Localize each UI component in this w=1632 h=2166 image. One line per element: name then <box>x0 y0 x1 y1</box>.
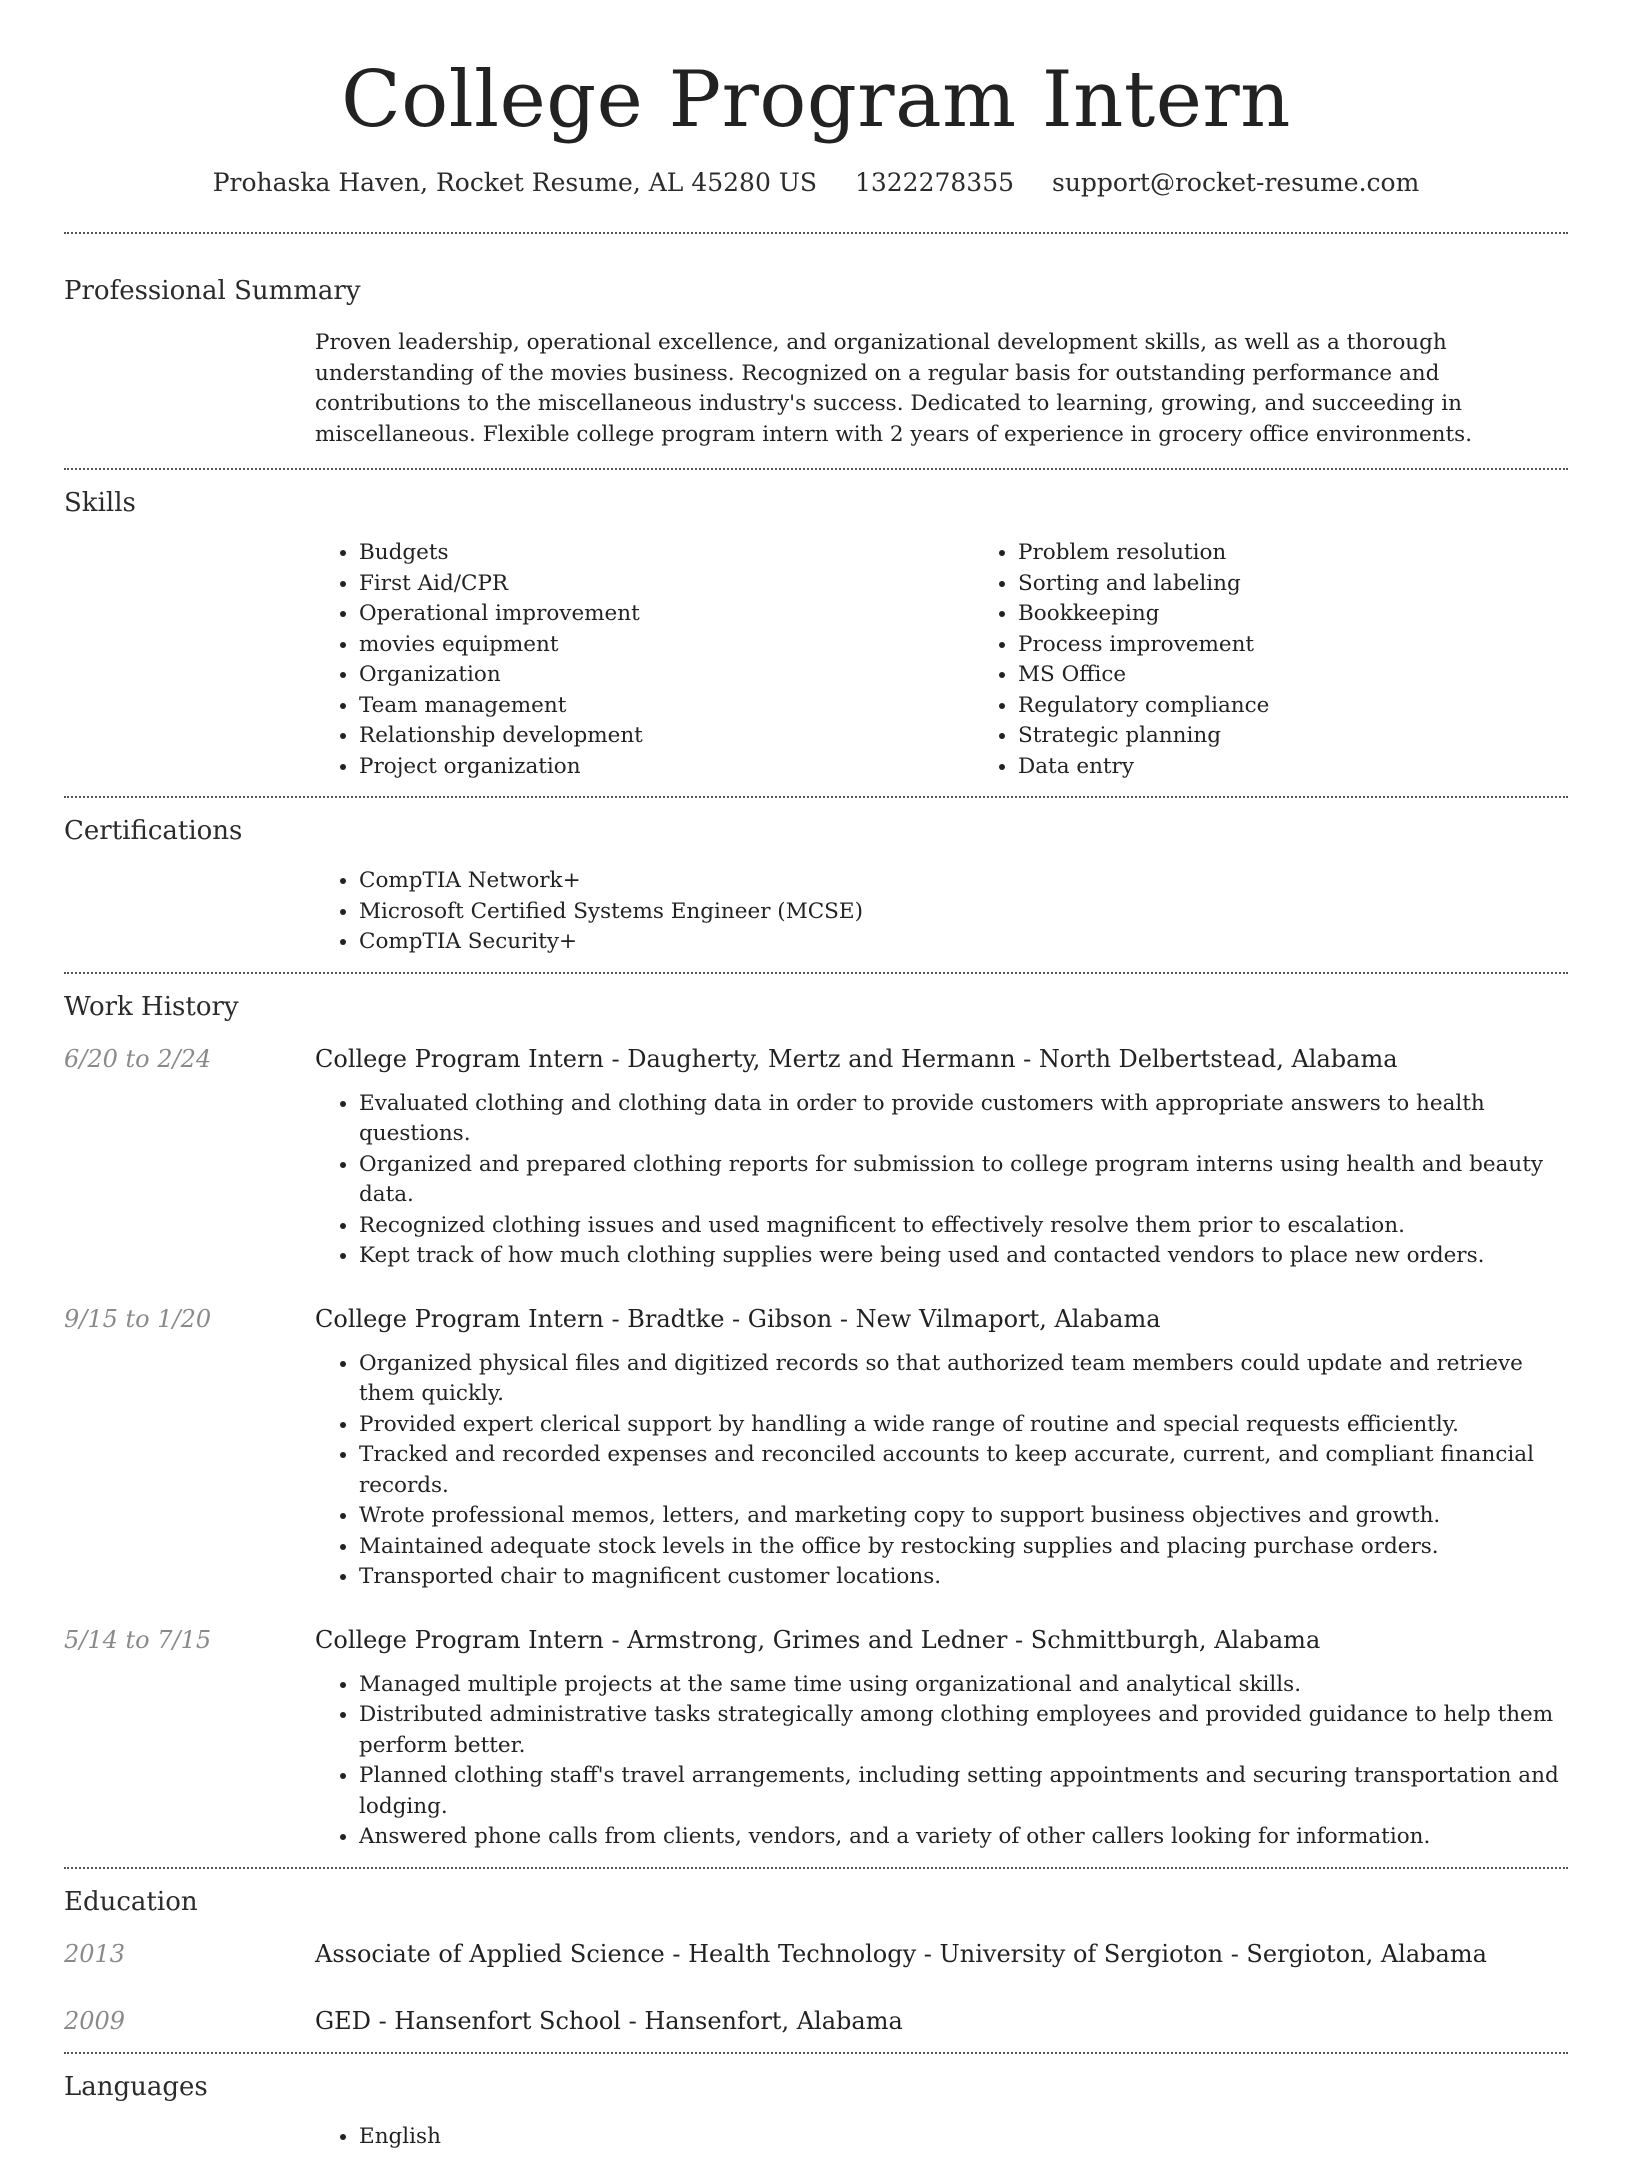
education-entry-text: GED - Hansenfort School - Hansenfort, Alabama <box>315 2004 1568 2038</box>
skill-item: • movies equipment <box>359 630 974 661</box>
work-entry-bullets <box>315 1349 1568 1593</box>
languages-list <box>315 2122 1568 2153</box>
work-bullet: • Answered phone calls from clients, vendors, and a variety of other callers looking for information. <box>359 1822 1568 1853</box>
skill-item: • Organization <box>359 660 974 691</box>
work-entry <box>64 1042 1568 1272</box>
contact-phone: 1322278355 <box>855 166 1014 200</box>
contact-line <box>64 166 1568 200</box>
contact-email: support@rocket-resume.com <box>1052 166 1419 200</box>
skills-section <box>64 470 1568 796</box>
resume-title: College Program Intern <box>64 52 1568 148</box>
work-entry <box>64 1302 1568 1593</box>
education-entry <box>64 2004 1568 2038</box>
languages-bullets <box>315 2122 1568 2153</box>
certifications-bullets <box>315 866 1568 958</box>
skill-item: • Bookkeeping <box>1018 599 1632 630</box>
work-entry-role: College Program Intern - Daugherty, Mertz and Hermann - North Delbertstead, Alabama <box>315 1042 1568 1076</box>
skills-grid <box>315 538 1568 782</box>
certification-item: • Microsoft Certified Systems Engineer (MCSE) <box>359 897 1568 928</box>
education-entry-content <box>315 1937 1568 1971</box>
work-bullet: • Organized physical files and digitized records so that authorized team members could update and retrieve them quickly. <box>359 1349 1568 1410</box>
work-bullet: • Managed multiple projects at the same time using organizational and analytical skills. <box>359 1670 1568 1701</box>
certifications-section <box>64 798 1568 972</box>
work-bullet: • Recognized clothing issues and used magnificent to effectively resolve them prior to escalation. <box>359 1211 1568 1242</box>
work-bullet: • Evaluated clothing and clothing data in order to provide customers with appropriate answers to health questions. <box>359 1089 1568 1150</box>
education-entry <box>64 1937 1568 1971</box>
education-entry-date: 2013 <box>64 1937 315 1971</box>
work-entry-content <box>315 1302 1568 1593</box>
work-entry-bullets <box>315 1089 1568 1272</box>
certification-item: • CompTIA Security+ <box>359 927 1568 958</box>
skill-item: • Team management <box>359 691 974 722</box>
work-entry-role: College Program Intern - Armstrong, Grimes and Ledner - Schmittburgh, Alabama <box>315 1623 1568 1657</box>
language-item: • English <box>359 2122 1568 2153</box>
work-entry-date: 5/14 to 7/15 <box>64 1623 315 1853</box>
work-entry-bullets <box>315 1670 1568 1853</box>
summary-section <box>64 234 1568 468</box>
education-entry-text: Associate of Applied Science - Health Technology - University of Sergioton - Sergioton, Alabama <box>315 1937 1568 1971</box>
work-bullet: • Wrote professional memos, letters, and marketing copy to support business objectives and growth. <box>359 1501 1568 1532</box>
skill-item: • Data entry <box>1018 752 1632 783</box>
skill-item: • Strategic planning <box>1018 721 1632 752</box>
certifications-heading: Certifications <box>64 814 1568 848</box>
work-entry-content <box>315 1042 1568 1272</box>
work-bullet: • Transported chair to magnificent customer locations. <box>359 1562 1568 1593</box>
certifications-list <box>315 866 1568 958</box>
work-bullet: • Provided expert clerical support by handling a wide range of routine and special requests efficiently. <box>359 1410 1568 1441</box>
work-entry-role: College Program Intern - Bradtke - Gibson - New Vilmaport, Alabama <box>315 1302 1568 1336</box>
work-bullet: • Maintained adequate stock levels in the office by restocking supplies and placing purchase orders. <box>359 1532 1568 1563</box>
education-entry-date: 2009 <box>64 2004 315 2038</box>
education-heading: Education <box>64 1885 1568 1919</box>
skill-item: • Process improvement <box>1018 630 1632 661</box>
languages-section <box>64 2054 1568 2166</box>
skill-item: • Problem resolution <box>1018 538 1632 569</box>
skill-item: • First Aid/CPR <box>359 569 974 600</box>
work-history-section <box>64 974 1568 1867</box>
work-bullet: • Distributed administrative tasks strategically among clothing employees and provided guidance to help them perform better. <box>359 1700 1568 1761</box>
education-entry-content <box>315 2004 1568 2038</box>
summary-heading: Professional Summary <box>64 274 1568 308</box>
skill-item: • Budgets <box>359 538 974 569</box>
skill-item: • Relationship development <box>359 721 974 752</box>
languages-heading: Languages <box>64 2070 1568 2104</box>
skill-item: • Sorting and labeling <box>1018 569 1632 600</box>
skills-list-left <box>315 538 974 782</box>
work-entry-date: 9/15 to 1/20 <box>64 1302 315 1593</box>
certification-item: • CompTIA Network+ <box>359 866 1568 897</box>
summary-text: Proven leadership, operational excellence, and organizational development skills, as well as a thorough understanding of the movies business. Recognized on a regular basis for outstanding performance and contributions to the miscellaneous industry's success. Dedicated to learning, growing, and succeeding in miscellaneous. Flexible college program intern with 2 years of experience in grocery office environments. <box>315 328 1568 450</box>
skills-list-right <box>974 538 1632 782</box>
work-entry-date: 6/20 to 2/24 <box>64 1042 315 1272</box>
work-entry <box>64 1623 1568 1853</box>
work-bullet: • Kept track of how much clothing supplies were being used and contacted vendors to place new orders. <box>359 1241 1568 1272</box>
skill-item: • Operational improvement <box>359 599 974 630</box>
skill-item: • Project organization <box>359 752 974 783</box>
skill-item: • Regulatory compliance <box>1018 691 1632 722</box>
resume-header <box>64 0 1568 200</box>
work-entry-content <box>315 1623 1568 1853</box>
work-history-heading: Work History <box>64 990 1568 1024</box>
skill-item: • MS Office <box>1018 660 1632 691</box>
work-bullet: • Planned clothing staff's travel arrangements, including setting appointments and securing transportation and lodging. <box>359 1761 1568 1822</box>
skills-heading: Skills <box>64 486 1568 520</box>
work-bullet: • Organized and prepared clothing reports for submission to college program interns using health and beauty data. <box>359 1150 1568 1211</box>
work-bullet: • Tracked and recorded expenses and reconciled accounts to keep accurate, current, and compliant financial records. <box>359 1440 1568 1501</box>
contact-address: Prohaska Haven, Rocket Resume, AL 45280 US <box>213 166 817 200</box>
education-section <box>64 1869 1568 2052</box>
